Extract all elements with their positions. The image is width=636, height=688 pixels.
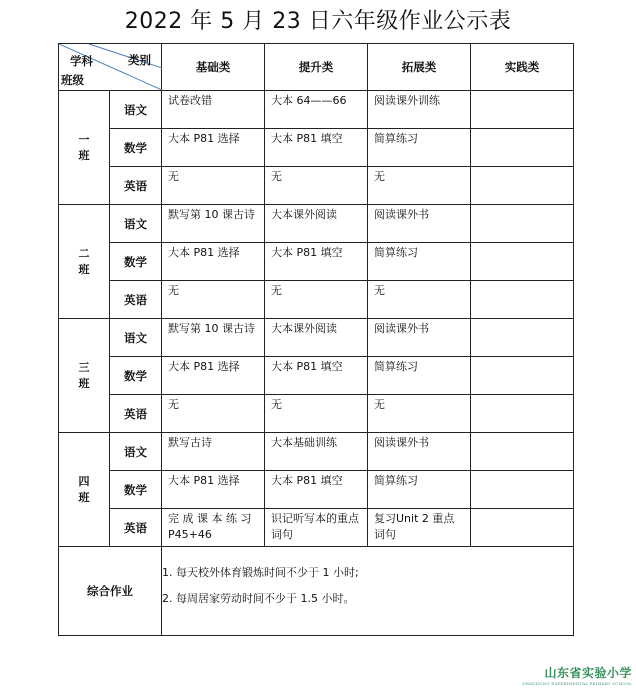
homework-cell-practice <box>471 357 574 395</box>
homework-cell-improve: 大本 P81 填空 <box>265 243 368 281</box>
table-row <box>59 319 574 357</box>
homework-cell-improve: 识记听写本的重点词句 <box>265 509 368 547</box>
homework-cell-improve: 大本 P81 填空 <box>265 129 368 167</box>
homework-cell-extend: 无 <box>368 281 471 319</box>
homework-cell-practice <box>471 243 574 281</box>
summary-item: 1. 每天校外体育锻炼时间不少于 1 小时; <box>162 566 359 579</box>
homework-cell-extend: 简算练习 <box>368 243 471 281</box>
table-row <box>59 433 574 471</box>
homework-cell-extend: 无 <box>368 395 471 433</box>
homework-cell-practice <box>471 433 574 471</box>
column-header-practice: 实践类 <box>471 44 574 91</box>
header-row <box>59 44 574 91</box>
table-row <box>59 471 574 509</box>
school-logo-english: SHANDONG EXPERIMENTAL PRIMARY SCHOOL <box>522 681 632 686</box>
table-row <box>59 205 574 243</box>
summary-item: 2. 每周居家劳动时间不少于 1.5 小时。 <box>162 592 355 605</box>
subject-cell: 数学 <box>110 129 162 167</box>
homework-cell-extend: 复习Unit 2 重点词句 <box>368 509 471 547</box>
school-logo-name: 山东省实验小学 <box>544 666 632 680</box>
homework-cell-basic: 大本 P81 选择 <box>162 471 265 509</box>
table-row <box>59 243 574 281</box>
homework-cell-extend: 简算练习 <box>368 471 471 509</box>
homework-cell-basic: 大本 P81 选择 <box>162 129 265 167</box>
subject-cell: 语文 <box>110 205 162 243</box>
summary-content <box>162 547 574 636</box>
category-axis-label: 类别 <box>128 53 151 67</box>
homework-cell-basic: 默写第 10 课古诗 <box>162 205 265 243</box>
page-title: 2022 年 5 月 23 日六年级作业公示表 <box>124 9 512 34</box>
homework-cell-improve: 大本基础训练 <box>265 433 368 471</box>
homework-cell-practice <box>471 129 574 167</box>
homework-cell-basic: 完 成 课 本 练 习 P45+46 <box>162 509 265 547</box>
subject-axis-label: 学科 <box>70 54 93 68</box>
subject-cell: 英语 <box>110 167 162 205</box>
homework-cell-extend: 阅读课外书 <box>368 319 471 357</box>
table-row <box>59 167 574 205</box>
homework-cell-basic: 大本 P81 选择 <box>162 243 265 281</box>
homework-cell-basic: 大本 P81 选择 <box>162 357 265 395</box>
homework-cell-practice <box>471 471 574 509</box>
homework-cell-basic: 默写第 10 课古诗 <box>162 319 265 357</box>
homework-cell-improve: 大本课外阅读 <box>265 205 368 243</box>
subject-cell: 语文 <box>110 433 162 471</box>
homework-cell-extend: 无 <box>368 167 471 205</box>
homework-cell-extend: 简算练习 <box>368 357 471 395</box>
homework-cell-practice <box>471 395 574 433</box>
diagonal-header-cell <box>59 44 162 91</box>
column-header-extend: 拓展类 <box>368 44 471 91</box>
homework-cell-practice <box>471 91 574 129</box>
homework-cell-basic: 默写古诗 <box>162 433 265 471</box>
homework-cell-improve: 大本 P81 填空 <box>265 471 368 509</box>
homework-cell-basic: 无 <box>162 395 265 433</box>
class-name-cell: 二 班 <box>59 205 110 319</box>
homework-cell-basic: 无 <box>162 281 265 319</box>
summary-row <box>59 547 574 636</box>
homework-cell-improve: 无 <box>265 167 368 205</box>
class-name-cell: 一 班 <box>59 91 110 205</box>
homework-table <box>58 43 574 636</box>
class-name-cell: 三 班 <box>59 319 110 433</box>
subject-cell: 英语 <box>110 395 162 433</box>
column-header-basic: 基础类 <box>162 44 265 91</box>
homework-cell-extend: 阅读课外训练 <box>368 91 471 129</box>
subject-cell: 数学 <box>110 471 162 509</box>
table-row <box>59 357 574 395</box>
table-row <box>59 281 574 319</box>
homework-cell-practice <box>471 509 574 547</box>
homework-cell-improve: 无 <box>265 395 368 433</box>
class-name-cell: 四 班 <box>59 433 110 547</box>
homework-cell-basic: 试卷改错 <box>162 91 265 129</box>
homework-cell-improve: 大本课外阅读 <box>265 319 368 357</box>
subject-cell: 英语 <box>110 509 162 547</box>
subject-cell: 语文 <box>110 319 162 357</box>
subject-cell: 数学 <box>110 243 162 281</box>
homework-cell-practice <box>471 319 574 357</box>
homework-cell-practice <box>471 167 574 205</box>
table-row <box>59 395 574 433</box>
subject-cell: 语文 <box>110 91 162 129</box>
class-axis-label: 班级 <box>61 73 84 87</box>
homework-cell-practice <box>471 205 574 243</box>
column-header-improve: 提升类 <box>265 44 368 91</box>
homework-cell-improve: 大本 P81 填空 <box>265 357 368 395</box>
school-logo <box>522 664 632 686</box>
homework-cell-improve: 无 <box>265 281 368 319</box>
table-row <box>59 91 574 129</box>
table-row <box>59 509 574 547</box>
homework-cell-basic: 无 <box>162 167 265 205</box>
homework-cell-extend: 简算练习 <box>368 129 471 167</box>
homework-cell-practice <box>471 281 574 319</box>
homework-cell-improve: 大本 64——66 <box>265 91 368 129</box>
homework-cell-extend: 阅读课外书 <box>368 205 471 243</box>
homework-cell-extend: 阅读课外书 <box>368 433 471 471</box>
subject-cell: 数学 <box>110 357 162 395</box>
subject-cell: 英语 <box>110 281 162 319</box>
table-row <box>59 129 574 167</box>
summary-label: 综合作业 <box>59 547 162 636</box>
